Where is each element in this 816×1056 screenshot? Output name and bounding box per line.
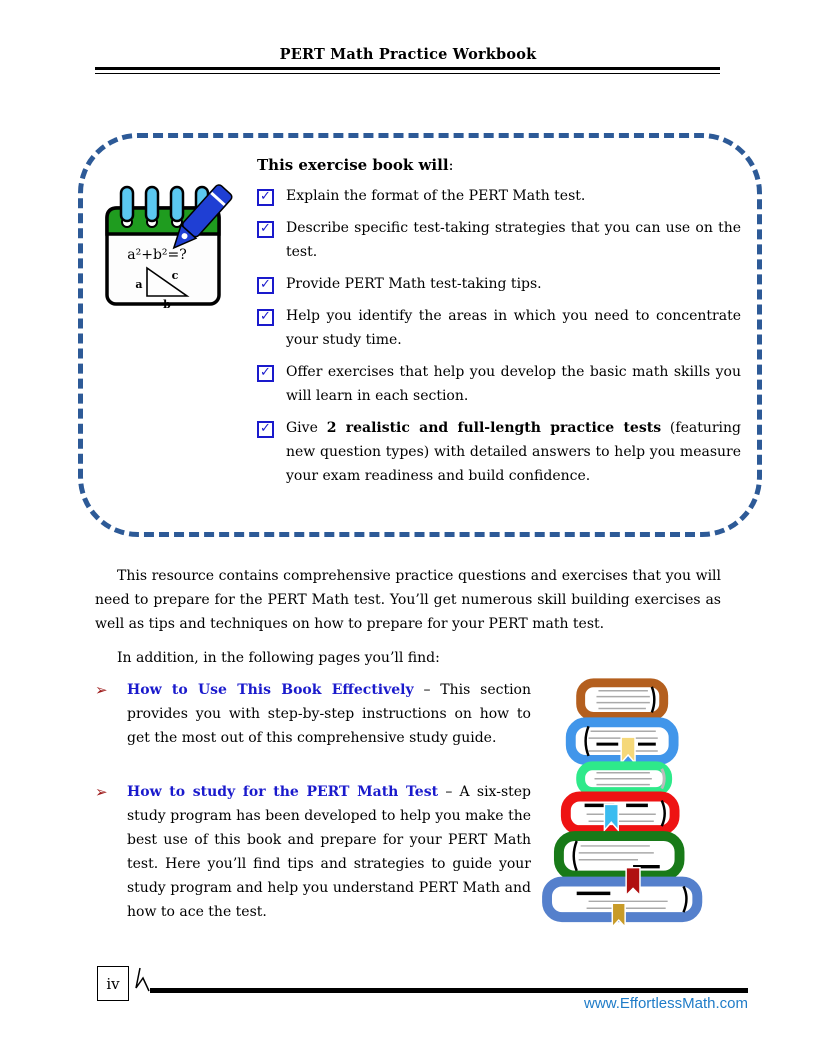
checkbox-checked-icon: ✓ bbox=[257, 365, 274, 382]
bullet-heading: How to study for the PERT Math Test bbox=[127, 784, 439, 800]
check-item bbox=[257, 360, 741, 408]
bold-highlight: 2 realistic and full-length practice tests bbox=[326, 420, 662, 436]
checkbox-checked-icon: ✓ bbox=[257, 221, 274, 238]
bullets-section bbox=[95, 660, 737, 932]
check-item-text: Help you identify the areas in which you need to concentrate your study time. bbox=[286, 308, 741, 348]
check-item-text: Explain the format of the PERT Math test. bbox=[286, 188, 586, 204]
arrow-bullet-icon: ➢ bbox=[95, 681, 108, 699]
check-item bbox=[257, 216, 741, 264]
book-green bbox=[581, 766, 668, 792]
book-red bbox=[566, 797, 675, 831]
intro-box-content bbox=[257, 152, 743, 532]
check-item-text: Give 2 realistic and full-length practice tests (featuring new question types) with detailed answers to help you measure your exam readiness and build confidence. bbox=[286, 420, 741, 484]
checkbox-checked-icon: ✓ bbox=[257, 421, 274, 438]
intro-paragraph: This resource contains comprehensive practice questions and exercises that you will need to prepare for the PERT Math test. You’ll get numerous skill building exercises as well as tips and techniques on how to prepare for your PERT math test. bbox=[95, 568, 721, 632]
page-number: iv bbox=[106, 974, 120, 993]
in-addition-line: In addition, in the following pages you’ll find: bbox=[117, 650, 440, 666]
bookmark-gold bbox=[612, 903, 625, 927]
checkbox-checked-icon: ✓ bbox=[257, 189, 274, 206]
book-darkgreen bbox=[559, 836, 680, 876]
book-blue bbox=[571, 722, 674, 763]
intro-box bbox=[78, 133, 762, 537]
page-title: PERT Math Practice Workbook bbox=[279, 46, 537, 63]
books-stack-icon bbox=[539, 666, 737, 928]
bullet-text: How to Use This Book Effectively – This section provides you with step-by-step instructions on how to get the most out of this comprehensive study guide. bbox=[127, 682, 531, 746]
bullet-list bbox=[95, 660, 531, 932]
footer-rule bbox=[150, 988, 748, 993]
triangle-label-c: c bbox=[171, 269, 179, 282]
book-brown bbox=[581, 683, 664, 717]
check-item bbox=[257, 184, 741, 208]
books-stack-illustration bbox=[539, 660, 737, 932]
arrow-bullet-icon: ➢ bbox=[95, 783, 108, 801]
checkbox-checked-icon: ✓ bbox=[257, 309, 274, 326]
website-link[interactable]: www.EffortlessMath.com bbox=[584, 995, 748, 1012]
check-item-text: Describe specific test-taking strategies that you can use on the test. bbox=[286, 220, 741, 260]
website-link-container bbox=[95, 995, 748, 1012]
check-item-text: Provide PERT Math test-taking tips. bbox=[286, 276, 542, 292]
check-item bbox=[257, 304, 741, 352]
bullet-item bbox=[95, 678, 531, 750]
check-item-text: Offer exercises that help you develop the basic math skills you will learn in each section. bbox=[286, 364, 741, 404]
notepad-illustration bbox=[95, 152, 257, 532]
notepad-pencil-icon bbox=[99, 178, 239, 310]
header-rule bbox=[95, 67, 720, 74]
intro-box-title: This exercise book will: bbox=[257, 156, 454, 174]
bullet-item bbox=[95, 780, 531, 924]
bullet-heading: How to Use This Book Effectively bbox=[127, 682, 414, 698]
triangle-label-a: a bbox=[135, 278, 143, 291]
triangle-label-b: b bbox=[163, 298, 171, 310]
check-item bbox=[257, 272, 741, 296]
bullet-text: How to study for the PERT Math Test – A six-step study program has been developed to help you make the best use of this book and prepare for your PERT Math test. Here you’ll find tips and strategies to guide your study program and help you understand PERT Math and how to ace the test. bbox=[127, 784, 531, 920]
check-item bbox=[257, 416, 741, 488]
pythagoras-equation: a²+b²=? bbox=[127, 247, 187, 263]
checkbox-checked-icon: ✓ bbox=[257, 277, 274, 294]
